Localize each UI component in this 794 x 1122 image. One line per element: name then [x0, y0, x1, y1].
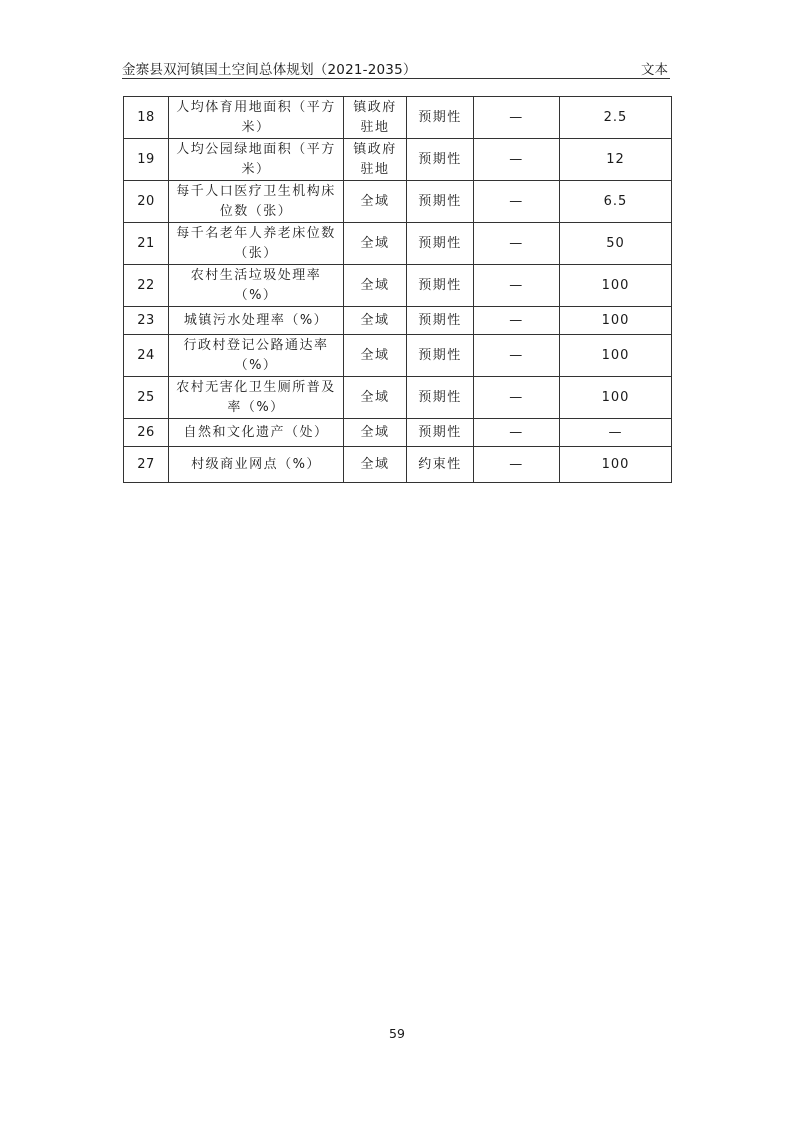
target-value: — [560, 419, 672, 447]
indicator-scope: 全域 [344, 223, 407, 265]
document-title: 金寨县双河镇国土空间总体规划（2021-2035） [122, 62, 417, 78]
base-value: — [474, 377, 560, 419]
indicator-type: 预期性 [407, 377, 474, 419]
indicator-name: 人均公园绿地面积（平方米） [169, 139, 344, 181]
target-value: 6.5 [560, 181, 672, 223]
base-value: — [474, 181, 560, 223]
indicator-name: 自然和文化遗产（处） [169, 419, 344, 447]
indicator-type: 预期性 [407, 307, 474, 335]
row-number: 26 [124, 419, 169, 447]
indicator-type: 约束性 [407, 447, 474, 483]
page-header [122, 58, 670, 79]
table-row [124, 97, 672, 139]
indicator-scope: 全域 [344, 419, 407, 447]
indicator-type: 预期性 [407, 97, 474, 139]
base-value: — [474, 139, 560, 181]
table-row [124, 335, 672, 377]
base-value: — [474, 265, 560, 307]
indicator-scope: 全域 [344, 377, 407, 419]
indicator-scope: 镇政府驻地 [344, 139, 407, 181]
row-number: 23 [124, 307, 169, 335]
target-value: 2.5 [560, 97, 672, 139]
indicator-scope: 全域 [344, 335, 407, 377]
target-value: 100 [560, 377, 672, 419]
base-value: — [474, 307, 560, 335]
row-number: 19 [124, 139, 169, 181]
indicator-name: 行政村登记公路通达率（%） [169, 335, 344, 377]
target-value: 50 [560, 223, 672, 265]
indicator-name: 城镇污水处理率（%） [169, 307, 344, 335]
indicator-type: 预期性 [407, 335, 474, 377]
indicator-scope: 镇政府驻地 [344, 97, 407, 139]
row-number: 25 [124, 377, 169, 419]
indicator-name: 每千人口医疗卫生机构床位数（张） [169, 181, 344, 223]
base-value: — [474, 335, 560, 377]
table-row [124, 265, 672, 307]
indicator-type: 预期性 [407, 139, 474, 181]
target-value: 100 [560, 265, 672, 307]
base-value: — [474, 223, 560, 265]
base-value: — [474, 97, 560, 139]
indicator-scope: 全域 [344, 447, 407, 483]
row-number: 24 [124, 335, 169, 377]
table-row [124, 419, 672, 447]
indicator-table [123, 96, 672, 483]
indicator-type: 预期性 [407, 265, 474, 307]
indicator-type: 预期性 [407, 223, 474, 265]
table-row [124, 377, 672, 419]
target-value: 100 [560, 307, 672, 335]
indicator-type: 预期性 [407, 419, 474, 447]
table-row [124, 307, 672, 335]
row-number: 22 [124, 265, 169, 307]
page-number: 59 [389, 1026, 405, 1041]
row-number: 20 [124, 181, 169, 223]
target-value: 12 [560, 139, 672, 181]
row-number: 18 [124, 97, 169, 139]
indicator-name: 村级商业网点（%） [169, 447, 344, 483]
table-row [124, 447, 672, 483]
row-number: 21 [124, 223, 169, 265]
indicator-name: 农村无害化卫生厕所普及率（%） [169, 377, 344, 419]
indicator-name: 每千名老年人养老床位数（张） [169, 223, 344, 265]
table-row [124, 223, 672, 265]
indicator-name: 人均体育用地面积（平方米） [169, 97, 344, 139]
row-number: 27 [124, 447, 169, 483]
table-row [124, 139, 672, 181]
section-label: 文本 [641, 62, 668, 78]
indicator-type: 预期性 [407, 181, 474, 223]
base-value: — [474, 447, 560, 483]
indicator-scope: 全域 [344, 181, 407, 223]
indicator-name: 农村生活垃圾处理率（%） [169, 265, 344, 307]
target-value: 100 [560, 447, 672, 483]
base-value: — [474, 419, 560, 447]
indicator-scope: 全域 [344, 265, 407, 307]
table-row [124, 181, 672, 223]
target-value: 100 [560, 335, 672, 377]
indicator-scope: 全域 [344, 307, 407, 335]
